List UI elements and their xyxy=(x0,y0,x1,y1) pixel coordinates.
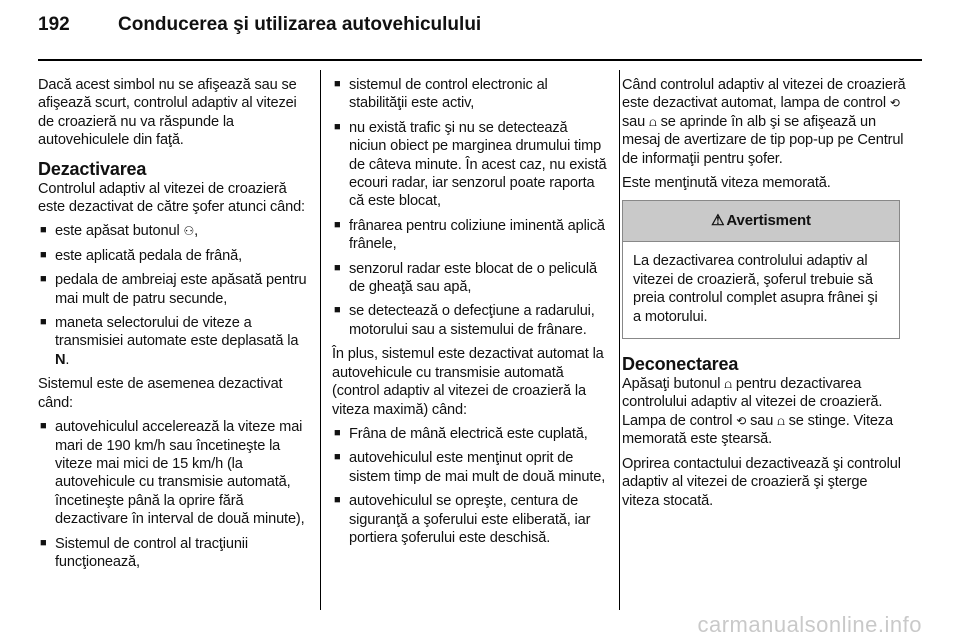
list-item: ■ autovehiculul accelerează la viteze mai mari de 190 km/h sau încetineşte la viteze mai mici de 15 km/h (la autovehicule cu transmisie automată, încetineşte până la oprire fără dezactivare în interval de două minute), xyxy=(38,418,308,528)
warning-header xyxy=(623,201,899,242)
warning-title: Avertisment xyxy=(726,212,811,230)
list-item: ■ frânarea pentru coliziune iminentă aplică frânele, xyxy=(332,217,608,254)
paragraph: Controlul adaptiv al vitezei de croazieră este dezactivat de către şofer atunci când: xyxy=(38,180,305,216)
list-item: ■ Sistemul de control al tracţiunii funcţionează, xyxy=(38,535,308,572)
cruise-control-icon: ⟲ xyxy=(889,96,900,111)
paragraph: Apăsaţi butonul ⩍ pentru dezactivarea controlului adaptiv al vitezei de croazieră. Lampa de control ⟲ sau ⩍ se stinge. Viteza memorată este ştearsă. xyxy=(622,376,893,448)
warning-box xyxy=(622,200,900,339)
list-item: ■ nu există trafic şi nu se detectează niciun obiect pe marginea drumului timp de câteva minute. În acest caz, nu există ecouri radar, iar senzorul poate raporta că este blocat, xyxy=(332,119,608,211)
adaptive-cruise-icon: ⩍ xyxy=(777,413,785,428)
column-1 xyxy=(38,76,308,577)
heading-deconectarea: Deconectarea xyxy=(622,354,739,375)
bullet-list xyxy=(38,222,308,369)
bullet-list xyxy=(38,418,308,571)
bullet-list xyxy=(332,76,608,339)
warning-triangle-icon: ⚠ xyxy=(711,212,725,230)
warning-text: La dezactivarea controlului adaptiv al vitezei de croazieră, şoferul trebuie să preia controlul complet asupra frânei şi a motorului. xyxy=(633,253,878,325)
heading-dezactivarea: Dezactivarea xyxy=(38,158,147,179)
bullet-list xyxy=(332,425,608,547)
intro-paragraph: Dacă acest simbol nu se afişează sau se afişează scurt, controlul adaptiv al vitezei de croazieră nu va răspunde la autovehiculele din faţă. xyxy=(38,77,297,149)
column-divider-2 xyxy=(619,70,620,610)
column-3 xyxy=(622,76,906,516)
list-item: ■ senzorul radar este blocat de o peliculă de gheaţă sau apă, xyxy=(332,260,608,297)
page-header xyxy=(38,14,481,48)
list-item: ■ este aplicată pedala de frână, xyxy=(38,247,308,265)
paragraph: Sistemul este de asemenea dezactivat când: xyxy=(38,376,283,411)
column-2 xyxy=(332,76,608,553)
adaptive-cruise-icon: ⩍ xyxy=(649,114,657,129)
paragraph: Oprirea contactului dezactivează şi controlul adaptiv al vitezei de croazieră şi şterge viteza stocată. xyxy=(622,455,901,509)
paragraph: Când controlul adaptiv al vitezei de croazieră este dezactivat automat, lampa de control ⟲ sau ⩍ se aprinde în alb şi se afişează un mesaj de avertizare de tip pop-up pe Centrul de informaţii pentru şofer. xyxy=(622,77,906,167)
list-item: ■ sistemul de control electronic al stabilităţii este activ, xyxy=(332,76,608,113)
list-item: ■ Frâna de mână electrică este cuplată, xyxy=(332,425,608,443)
list-item: ■ autovehiculul se opreşte, centura de siguranţă a şoferului este eliberată, iar portiera şoferului este deschisă. xyxy=(332,492,608,547)
list-item: ■ pedala de ambreiaj este apăsată pentru mai mult de patru secunde, xyxy=(38,271,308,308)
list-item: ■ autovehiculul este menţinut oprit de sistem timp de mai mult de două minute, xyxy=(332,449,608,486)
list-item: ■ este apăsat butonul ⚇, xyxy=(38,222,308,240)
header-rule xyxy=(38,59,922,61)
adaptive-cruise-icon: ⩍ xyxy=(724,377,732,392)
cruise-control-icon: ⟲ xyxy=(736,413,747,428)
column-divider-1 xyxy=(320,70,321,610)
paragraph: Este menţinută viteza memorată. xyxy=(622,175,831,192)
paragraph: În plus, sistemul este dezactivat automat la autovehicule cu transmisie automată (control adaptiv al vitezei de croazieră la viteza maximă) când: xyxy=(332,346,604,418)
page-title: Conducerea şi utilizarea autovehiculului xyxy=(118,14,482,35)
page-number: 192 xyxy=(38,14,70,35)
list-item: ■ maneta selectorului de viteze a transmisiei automate este deplasată la N. xyxy=(38,314,308,369)
cancel-cruise-icon: ⚇ xyxy=(183,224,195,239)
list-item: ■ se detectează o defecţiune a radarului, motorului sau a sistemului de frânare. xyxy=(332,302,608,339)
watermark: carmanualsonline.info xyxy=(697,612,922,637)
